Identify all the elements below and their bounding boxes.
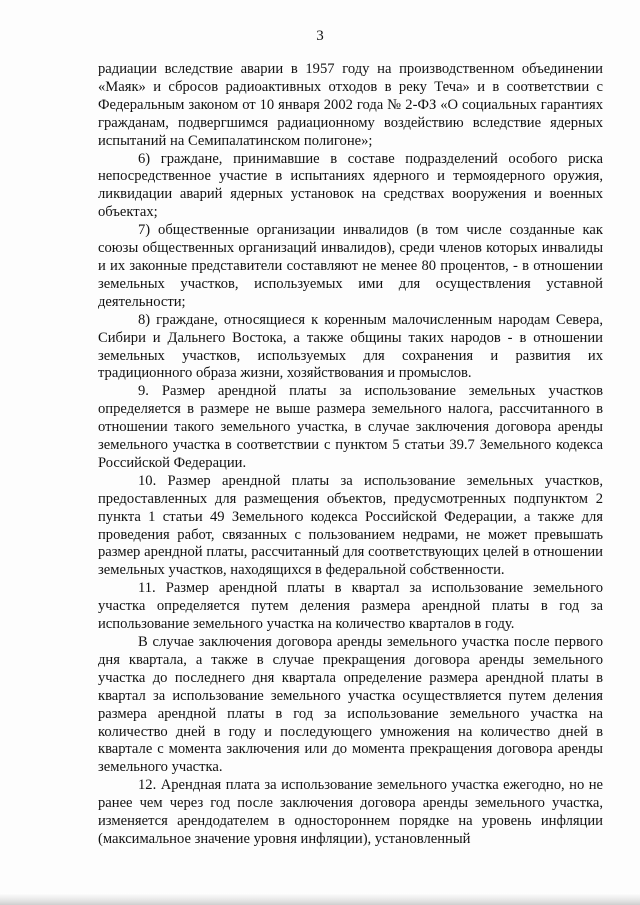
document-body: [98, 61, 603, 849]
page-number: 3: [316, 28, 324, 44]
paragraph-clause-11: 11. Размер арендной платы в квартал за использование земельного участка определяется путем деления размера арендной платы в год за использование земельного участка на количество кварталов в году.: [98, 580, 603, 633]
paragraph-clause-9: 9. Размер арендной платы за использование земельных участков определяется в размере не выше размера земельного налога, рассчитанного в отношении такого земельного участка, в случае заключения договора аренды земельного участка в соответствии с пунктом 5 статьи 39.7 Земельного кодекса Российской Федерации.: [98, 383, 603, 471]
paragraph-clause-12: 12. Арендная плата за использование земельного участка ежегодно, но не ранее чем через год после заключения договора аренды земельного участка, изменяется арендодателем в одностороннем порядке на уровень инфляции (максимальное значение уровня инфляции), установленный: [98, 777, 603, 847]
paragraph-clause-10: 10. Размер арендной платы за использование земельных участков, предоставленных для размещения объектов, предусмотренных подпунктом 2 пункта 1 статьи 49 Земельного кодекса Российской Федерации, а также для проведения работ, связанных с пользованием недрами, не может превышать размер арендной платы, рассчитанный для соответствующих целей в отношении земельных участков, находящихся в федеральной собственности.: [98, 472, 603, 579]
paragraph-clause-11-detail: В случае заключения договора аренды земельного участка после первого дня квартала, а также в случае прекращения договора аренды земельного участка до последнего дня квартала определение размера арендной платы в квартал за использование земельного участка осуществляется путем деления размера арендной платы в год за использование земельного участка на количество дней в году и последующего умножения на количество дней в квартале с момента заключения или до момента прекращения договора аренды земельного участка.: [98, 634, 603, 776]
paragraph-item-7: 7) общественные организации инвалидов (в том числе созданные как союзы общественных организаций инвалидов), среди членов которых инвалиды и их законные представители составляют не менее 80 процентов, - в отношении земельных участков, используемых ими для осуществления уставной деятельности;: [98, 222, 603, 310]
page-bottom-edge: [0, 893, 640, 905]
paragraph-item-6: 6) граждане, принимавшие в составе подразделений особого риска непосредственное участие в испытаниях ядерного и термоядерного оружия, ликвидации аварий ядерных установок на средствах вооружения и военных объектах;: [98, 150, 603, 221]
paragraph-continuation: радиации вследствие аварии в 1957 году на производственном объединении «Маяк» и сбросов радиоактивных отходов в реку Теча» и в соответствии с Федеральным законом от 10 января 2002 года № 2-ФЗ «О социальных гарантиях гражданам, подвергшимся радиационному воздействию вследствие ядерных испытаний на Семипалатинском полигоне»;: [98, 61, 603, 149]
paragraph-item-8: 8) граждане, относящиеся к коренным малочисленным народам Севера, Сибири и Дальнего Востока, а также общины таких народов - в отношении земельных участков, используемых для сохранения и развития их традиционного образа жизни, хозяйствования и промыслов.: [98, 311, 603, 382]
